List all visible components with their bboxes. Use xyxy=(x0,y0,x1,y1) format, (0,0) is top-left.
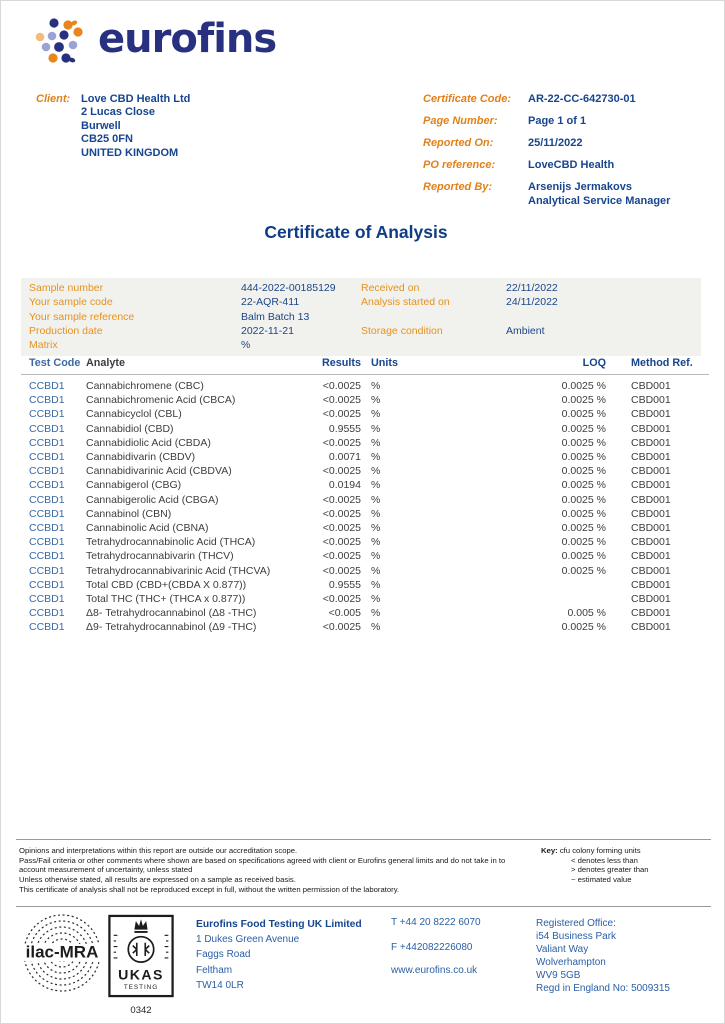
cell-result: <0.0025 xyxy=(322,564,361,577)
cell-result: <0.0025 xyxy=(322,507,361,520)
cell-analyte: Tetrahydrocannabivarin (THCV) xyxy=(86,550,234,563)
cell-method-ref: CBD001 xyxy=(631,451,671,464)
cell-analyte: Cannabigerol (CBG) xyxy=(86,479,182,492)
cell-units: % xyxy=(371,465,381,478)
sample-info-value: 22/11/2022 xyxy=(506,282,558,294)
cell-test-code: CCBD1 xyxy=(29,493,65,506)
cell-test-code: CCBD1 xyxy=(29,507,65,520)
footer-fax: F +442082226080 xyxy=(391,942,473,953)
cell-loq: 0.0025 % xyxy=(561,550,606,563)
client-address-line: UNITED KINGDOM xyxy=(81,146,179,159)
sample-info-label: Received on xyxy=(361,282,420,294)
key-line: < denotes less than xyxy=(571,855,638,865)
meta-field-value-line: Page 1 of 1 xyxy=(528,115,587,127)
result-row xyxy=(29,564,709,578)
sample-info-label: Your sample code xyxy=(29,296,113,309)
meta-field-value xyxy=(528,137,582,151)
header-results: Results xyxy=(321,357,361,369)
cell-loq: 0.0025 % xyxy=(561,422,606,435)
result-row xyxy=(29,507,709,521)
cell-method-ref: CBD001 xyxy=(631,465,671,478)
cell-units: % xyxy=(371,436,381,449)
result-row xyxy=(29,549,709,563)
meta-field-value xyxy=(528,181,670,208)
result-row xyxy=(29,464,709,478)
result-row xyxy=(29,393,709,407)
cell-analyte: Δ8- Tetrahydrocannabinol (Δ8 -THC) xyxy=(86,607,257,620)
meta-field-value-line: AR-22-CC-642730-01 xyxy=(528,93,636,105)
ilac-mra-logo xyxy=(21,912,103,999)
divider-above-disclaimer xyxy=(16,839,711,840)
footer-registered-line: Valiant Way xyxy=(536,944,589,955)
cell-units: % xyxy=(371,607,381,620)
result-row xyxy=(29,606,709,620)
sample-info-block xyxy=(21,278,701,356)
certificate-meta xyxy=(423,93,708,216)
disclaimer-line: Unless otherwise stated, all results are expressed on a sample as received basis. xyxy=(19,875,296,885)
results-table-header xyxy=(21,357,709,375)
footer-contact-block xyxy=(391,917,481,976)
sample-info-label: Matrix xyxy=(29,339,58,352)
cell-result: <0.0025 xyxy=(322,550,361,563)
result-row xyxy=(29,422,709,436)
cell-test-code: CCBD1 xyxy=(29,550,65,563)
cell-units: % xyxy=(371,408,381,421)
sample-info-label xyxy=(361,310,506,324)
cell-result: 0.9555 xyxy=(328,578,361,591)
cell-loq: 0.0025 % xyxy=(561,522,606,535)
key-intro-line xyxy=(541,846,649,856)
header-method-ref: Method Ref. xyxy=(631,357,693,369)
cell-loq: 0.0025 % xyxy=(561,465,606,478)
cell-result: <0.0025 xyxy=(322,394,361,407)
sample-info-label xyxy=(361,338,506,352)
cell-loq xyxy=(391,578,606,592)
cell-analyte: Cannabigerolic Acid (CBGA) xyxy=(86,493,219,506)
result-row xyxy=(29,620,709,634)
ukas-testing-icon xyxy=(108,914,174,998)
disclaimer-line: Pass/Fail criteria or other comments where shown are based on specifications agreed with client or Eurofins general limits and do not take in to account measurement of uncertainty, unless stated xyxy=(19,855,506,875)
meta-field-value xyxy=(528,115,586,129)
ukas-accreditation-number: 0342 xyxy=(130,1005,152,1016)
footer-registered-line: Wolverhampton xyxy=(536,957,606,968)
cell-test-code: CCBD1 xyxy=(29,564,65,577)
footer-address-line: 1 Dukes Green Avenue xyxy=(196,934,300,946)
cell-test-code: CCBD1 xyxy=(29,436,65,449)
cell-units: % xyxy=(371,507,381,520)
cell-units: % xyxy=(371,422,381,435)
meta-field xyxy=(423,137,708,151)
cell-units: % xyxy=(371,522,381,535)
cell-result: <0.0025 xyxy=(322,536,361,549)
cell-analyte: Tetrahydrocannabivarinic Acid (THCVA) xyxy=(86,564,271,577)
cell-test-code: CCBD1 xyxy=(29,578,65,591)
meta-field-label: Page Number: xyxy=(423,115,498,127)
cell-method-ref: CBD001 xyxy=(631,380,671,392)
sample-info-value: Balm Batch 13 xyxy=(241,310,310,323)
result-row xyxy=(29,535,709,549)
meta-field-label: Reported By: xyxy=(423,181,493,193)
cell-test-code: CCBD1 xyxy=(29,593,65,606)
cell-method-ref: CBD001 xyxy=(631,507,671,520)
cell-loq xyxy=(391,592,606,606)
disclaimer-line: This certificate of analysis shall not be reproduced except in full, without the written permission of the laboratory. xyxy=(19,884,400,894)
result-row xyxy=(29,578,709,592)
cell-method-ref: CBD001 xyxy=(631,593,671,606)
header-test-code: Test Code xyxy=(29,357,81,369)
cell-loq: 0.0025 % xyxy=(561,451,606,464)
cell-units: % xyxy=(371,536,381,549)
disclaimer-text xyxy=(19,846,534,895)
cell-analyte: Δ9- Tetrahydrocannabinol (Δ9 -THC) xyxy=(86,621,257,634)
cell-method-ref: CBD001 xyxy=(631,536,671,549)
client-block xyxy=(36,93,190,160)
meta-field-value-line: Arsenijs Jermakovs xyxy=(528,181,632,193)
cell-units: % xyxy=(371,564,381,577)
cell-analyte: Total THC (THC+ (THCA x 0.877)) xyxy=(86,593,246,606)
sample-info-value: 22-AQR-411 xyxy=(241,296,300,309)
cell-analyte: Cannabinol (CBN) xyxy=(86,507,172,520)
meta-field-label: Reported On: xyxy=(423,137,494,149)
cell-result: <0.0025 xyxy=(322,408,361,421)
sample-info-row xyxy=(29,324,701,338)
cell-method-ref: CBD001 xyxy=(631,578,671,591)
sample-info-label: Storage condition xyxy=(361,324,443,337)
cell-loq: 0.0025 % xyxy=(561,507,606,520)
cell-method-ref: CBD001 xyxy=(631,621,671,634)
page-title: Certificate of Analysis xyxy=(264,222,448,242)
cell-result: 0.0194 xyxy=(328,479,361,492)
cell-units: % xyxy=(371,451,381,464)
cell-analyte: Cannabidiolic Acid (CBDA) xyxy=(86,436,211,449)
footer-registered-line: i54 Business Park xyxy=(536,931,617,942)
footer-registered-line: Regd in England No: 5009315 xyxy=(536,983,670,994)
footer-registered-line: Registered Office: xyxy=(536,918,616,929)
cell-method-ref: CBD001 xyxy=(631,522,671,535)
cell-test-code: CCBD1 xyxy=(29,422,65,435)
ukas-logo xyxy=(107,914,175,1016)
cell-test-code: CCBD1 xyxy=(29,380,65,392)
footer-website: www.eurofins.co.uk xyxy=(391,965,478,976)
cell-units: % xyxy=(371,380,381,392)
meta-field-label: PO reference: xyxy=(423,159,496,171)
results-table xyxy=(21,357,709,635)
cell-method-ref: CBD001 xyxy=(631,479,671,492)
cell-loq: 0.0025 % xyxy=(561,621,606,634)
cell-method-ref: CBD001 xyxy=(631,607,671,620)
sample-info-value: 2022-11-21 xyxy=(241,324,294,337)
cell-analyte: Cannabidivarinic Acid (CBDVA) xyxy=(86,465,232,478)
cell-analyte: Cannabidivarin (CBDV) xyxy=(86,451,196,464)
sample-info-value xyxy=(506,310,701,324)
sample-info-label: Production date xyxy=(29,324,103,337)
header-loq: LOQ xyxy=(582,357,606,369)
cell-method-ref: CBD001 xyxy=(631,493,671,506)
cell-units: % xyxy=(371,593,381,606)
meta-field-value xyxy=(528,93,636,107)
cell-test-code: CCBD1 xyxy=(29,465,65,478)
cell-method-ref: CBD001 xyxy=(631,436,671,449)
cell-loq: 0.0025 % xyxy=(561,380,606,392)
sample-info-row xyxy=(29,295,701,309)
footer-registered-line: WV9 5GB xyxy=(536,970,581,981)
cell-analyte: Tetrahydrocannabinolic Acid (THCA) xyxy=(86,536,256,549)
result-row xyxy=(29,493,709,507)
eurofins-logo-dots-icon xyxy=(32,15,90,69)
results-table-body xyxy=(21,375,709,635)
meta-field xyxy=(423,181,708,208)
cell-test-code: CCBD1 xyxy=(29,607,65,620)
sample-info-row xyxy=(29,338,701,352)
key-intro: cfu colony forming units xyxy=(559,846,641,855)
cell-result: 0.0071 xyxy=(328,451,361,464)
meta-field xyxy=(423,115,708,129)
cell-result: <0.0025 xyxy=(322,522,361,535)
client-address-line: Love CBD Health Ltd xyxy=(81,93,191,105)
cell-method-ref: CBD001 xyxy=(631,408,671,421)
sample-info-label: Your sample reference xyxy=(29,310,135,323)
cell-loq: 0.0025 % xyxy=(561,436,606,449)
cell-result: <0.0025 xyxy=(322,493,361,506)
cell-test-code: CCBD1 xyxy=(29,621,65,634)
key-label: Key: xyxy=(541,846,558,855)
cell-units: % xyxy=(371,578,381,591)
header-units: Units xyxy=(371,357,398,369)
cell-result: <0.0025 xyxy=(322,593,361,606)
cell-analyte: Cannabidiol (CBD) xyxy=(86,422,174,435)
client-address-line: 2 Lucas Close xyxy=(81,106,155,119)
cell-result: <0.0025 xyxy=(322,465,361,478)
meta-field-label: Certificate Code: xyxy=(423,93,512,105)
cell-test-code: CCBD1 xyxy=(29,536,65,549)
cell-units: % xyxy=(371,394,381,407)
meta-field-value-line2: Analytical Service Manager xyxy=(528,195,671,207)
cell-method-ref: CBD001 xyxy=(631,394,671,407)
cell-analyte: Cannabichromene (CBC) xyxy=(86,380,204,392)
key-block xyxy=(541,846,649,885)
cell-result: <0.0025 xyxy=(322,380,361,392)
cell-test-code: CCBD1 xyxy=(29,394,65,407)
ilac-mra-text: ilac-MRA xyxy=(25,942,99,962)
cell-analyte: Cannabicyclol (CBL) xyxy=(86,408,182,421)
disclaimer-line: Opinions and interpretations within this report are outside our accreditation scope. xyxy=(19,846,298,855)
cell-test-code: CCBD1 xyxy=(29,522,65,535)
header-analyte: Analyte xyxy=(86,357,126,369)
result-row xyxy=(29,592,709,606)
sample-info-value: 24/11/2022 xyxy=(506,296,558,309)
client-address-line: CB25 0FN xyxy=(81,133,133,146)
cell-units: % xyxy=(371,550,381,563)
cell-loq: 0.0025 % xyxy=(561,493,606,506)
cell-result: 0.9555 xyxy=(328,422,361,435)
cell-test-code: CCBD1 xyxy=(29,479,65,492)
sample-info-value: 444-2022-00185129 xyxy=(241,282,336,294)
cell-loq: 0.005 % xyxy=(567,607,606,620)
cell-result: <0.0025 xyxy=(322,436,361,449)
footer-company-name: Eurofins Food Testing UK Limited xyxy=(196,919,362,930)
cell-test-code: CCBD1 xyxy=(29,451,65,464)
result-row xyxy=(29,450,709,464)
cell-test-code: CCBD1 xyxy=(29,408,65,421)
footer-address-line: Faggs Road xyxy=(196,949,251,961)
cell-result: <0.005 xyxy=(328,607,361,620)
cell-result: <0.0025 xyxy=(322,621,361,634)
cell-units: % xyxy=(371,479,381,492)
cell-loq: 0.0025 % xyxy=(561,536,606,549)
meta-field-value xyxy=(528,159,614,173)
cell-analyte: Total CBD (CBD+(CBDA X 0.877)) xyxy=(86,578,247,591)
cell-units: % xyxy=(371,621,381,634)
meta-field xyxy=(423,159,708,173)
sample-info-value: % xyxy=(241,339,251,352)
cell-method-ref: CBD001 xyxy=(631,564,671,577)
result-row xyxy=(29,478,709,492)
cell-loq: 0.0025 % xyxy=(561,564,606,577)
sample-info-value: Ambient xyxy=(506,324,545,337)
meta-field-value-line: LoveCBD Health xyxy=(528,159,615,171)
client-label: Client: xyxy=(36,93,71,105)
footer-company-address xyxy=(196,932,362,993)
sample-info-row xyxy=(29,310,701,324)
eurofins-wordmark: eurofins xyxy=(98,16,277,62)
cell-units: % xyxy=(371,493,381,506)
sample-info-label: Analysis started on xyxy=(361,296,450,309)
sample-info-label: Sample number xyxy=(29,282,104,294)
key-line: ~ estimated value xyxy=(571,875,632,885)
cell-analyte: Cannabichromenic Acid (CBCA) xyxy=(86,394,236,407)
meta-field-value-line: 25/11/2022 xyxy=(528,137,583,149)
cell-analyte: Cannabinolic Acid (CBNA) xyxy=(86,522,209,535)
sample-info-value xyxy=(506,338,701,352)
cell-loq: 0.0025 % xyxy=(561,408,606,421)
cell-method-ref: CBD001 xyxy=(631,422,671,435)
cell-method-ref: CBD001 xyxy=(631,550,671,563)
key-line: > denotes greater than xyxy=(571,865,649,875)
result-row xyxy=(29,436,709,450)
client-address xyxy=(81,93,190,160)
ilac-mra-icon xyxy=(21,912,103,994)
footer-address-line: TW14 0LR xyxy=(196,979,244,991)
result-row xyxy=(29,379,709,393)
sample-info-row xyxy=(29,281,701,295)
cell-loq: 0.0025 % xyxy=(561,479,606,492)
result-row xyxy=(29,521,709,535)
key-lines xyxy=(541,856,649,885)
client-address-line: Burwell xyxy=(81,119,121,132)
footer-address-line: Feltham xyxy=(196,964,233,976)
eurofins-logo xyxy=(32,15,276,69)
ukas-subtext: TESTING xyxy=(123,984,159,991)
footer-company-block xyxy=(196,917,362,993)
meta-field xyxy=(423,93,708,107)
cell-loq: 0.0025 % xyxy=(561,394,606,407)
footer-phone: T +44 20 8222 6070 xyxy=(391,917,481,928)
result-row xyxy=(29,407,709,421)
footer-registered-office xyxy=(536,917,670,995)
ukas-text: UKAS xyxy=(118,966,164,983)
divider-above-footer xyxy=(16,906,711,907)
